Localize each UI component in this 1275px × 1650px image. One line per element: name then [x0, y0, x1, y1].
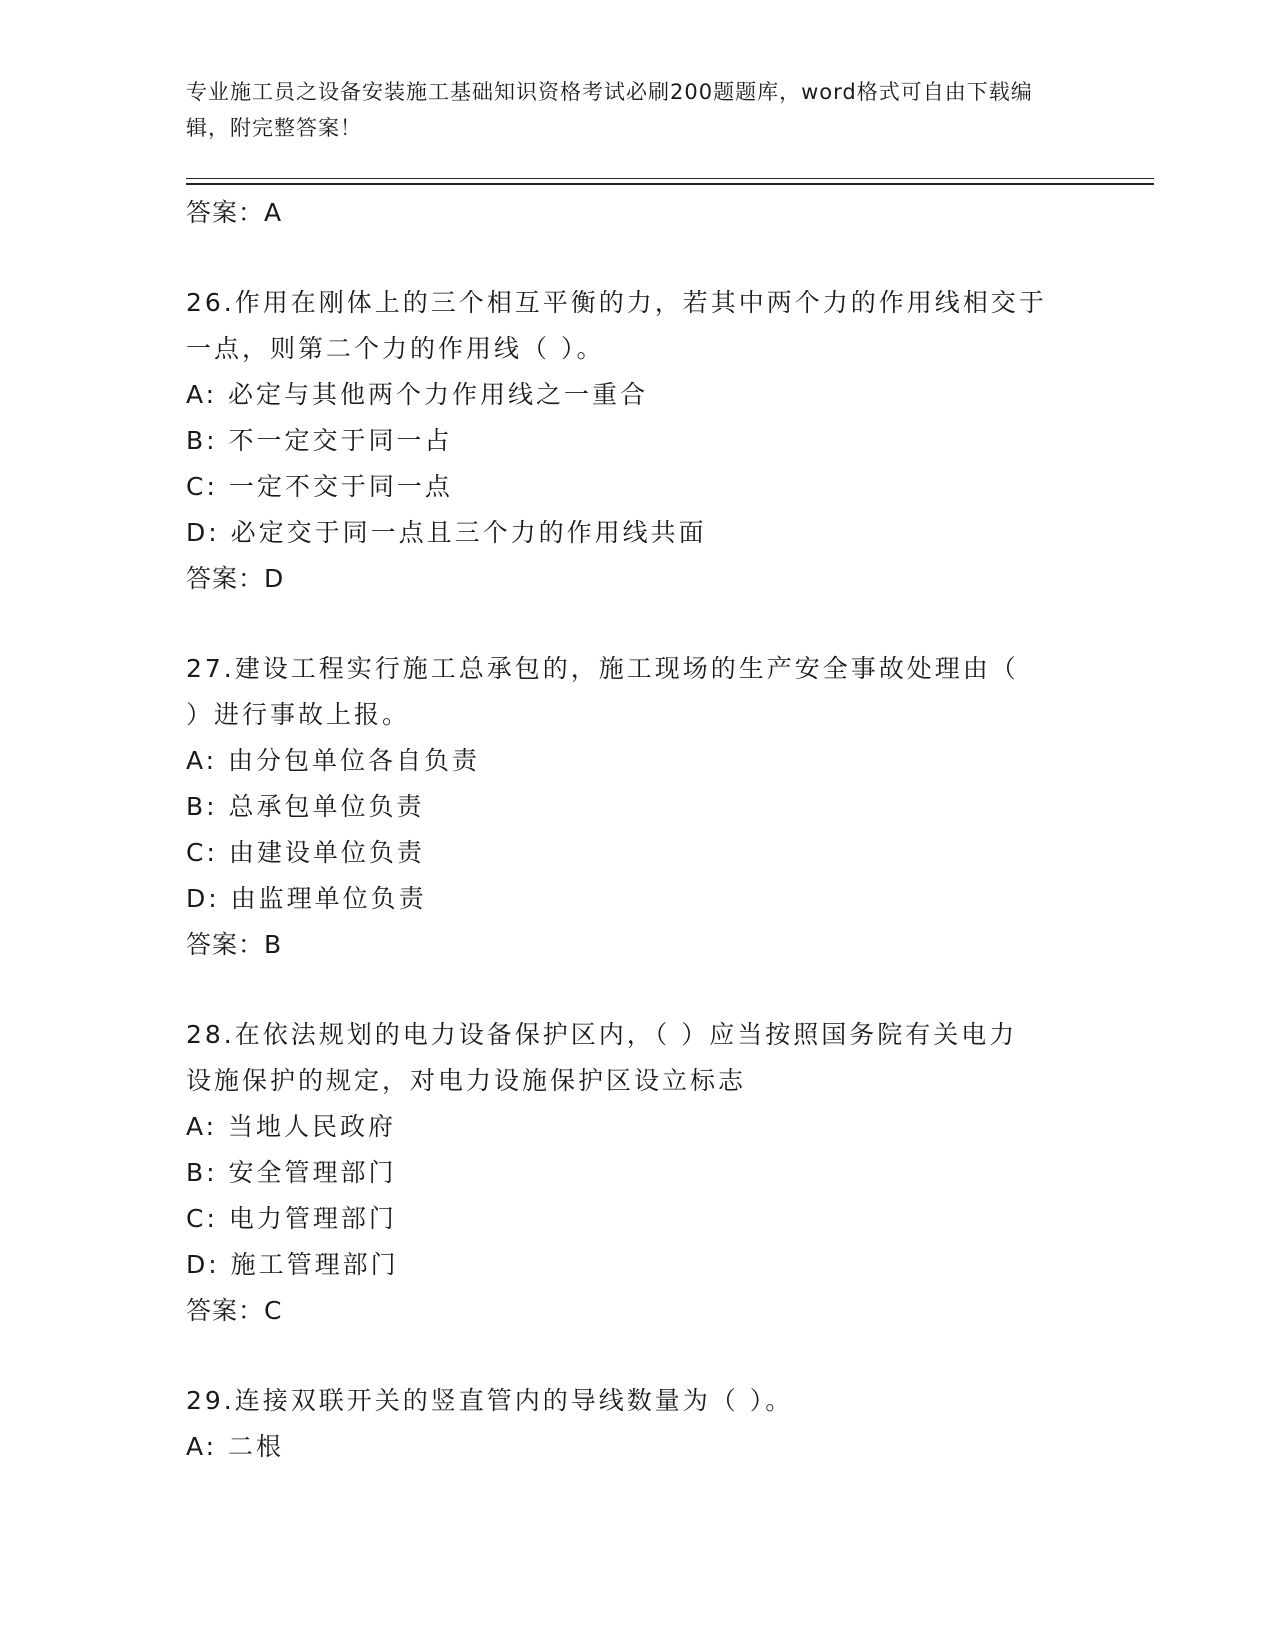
- option-b: B: 总承包单位负责: [186, 792, 425, 821]
- option-c: C: 一定不交于同一点: [186, 472, 453, 501]
- question-content: [186, 190, 1086, 1470]
- option-a: A: 二根: [186, 1432, 285, 1461]
- option-b: B: 安全管理部门: [186, 1158, 397, 1187]
- option-c: C: 由建设单位负责: [186, 838, 425, 867]
- question-stem-continued: 一点，则第二个力的作用线（ ）。: [186, 334, 605, 363]
- question-stem: 29.连接双联开关的竖直管内的导线数量为（ ）。: [186, 1386, 794, 1415]
- answer-line: 答案：C: [186, 1296, 283, 1325]
- answer-line: 答案：A: [186, 198, 283, 227]
- question-stem-continued: ）进行事故上报。: [186, 700, 411, 729]
- option-d: D: 必定交于同一点且三个力的作用线共面: [186, 518, 707, 547]
- question-28: [186, 1012, 1086, 1334]
- option-c: C: 电力管理部门: [186, 1204, 397, 1233]
- option-b: B: 不一定交于同一占: [186, 426, 453, 455]
- header-rule-top: [186, 178, 1154, 179]
- answer-line: 答案：D: [186, 564, 285, 593]
- question-stem: 27.建设工程实行施工总承包的，施工现场的生产安全事故处理由（: [186, 654, 1019, 683]
- document-header: 专业施工员之设备安装施工基础知识资格考试必刷200题题库，word格式可自由下载编辑，附完整答案！: [186, 80, 1033, 140]
- option-d: D: 由监理单位负责: [186, 884, 427, 913]
- option-d: D: 施工管理部门: [186, 1250, 399, 1279]
- question-stem: 26.作用在刚体上的三个相互平衡的力，若其中两个力的作用线相交于: [186, 288, 1047, 317]
- question-27: [186, 646, 1086, 968]
- option-a: A: 由分包单位各自负责: [186, 746, 481, 775]
- option-a: A: 当地人民政府: [186, 1112, 397, 1141]
- question-26: [186, 280, 1086, 602]
- question-stem: 28.在依法规划的电力设备保护区内，（ ）应当按照国务院有关电力: [186, 1020, 1018, 1049]
- header-rule-bottom: [186, 183, 1154, 185]
- question-stem-continued: 设施保护的规定，对电力设施保护区设立标志: [186, 1066, 747, 1095]
- option-a: A: 必定与其他两个力作用线之一重合: [186, 380, 649, 409]
- answer-line: 答案：B: [186, 930, 283, 959]
- question-29: [186, 1378, 1086, 1470]
